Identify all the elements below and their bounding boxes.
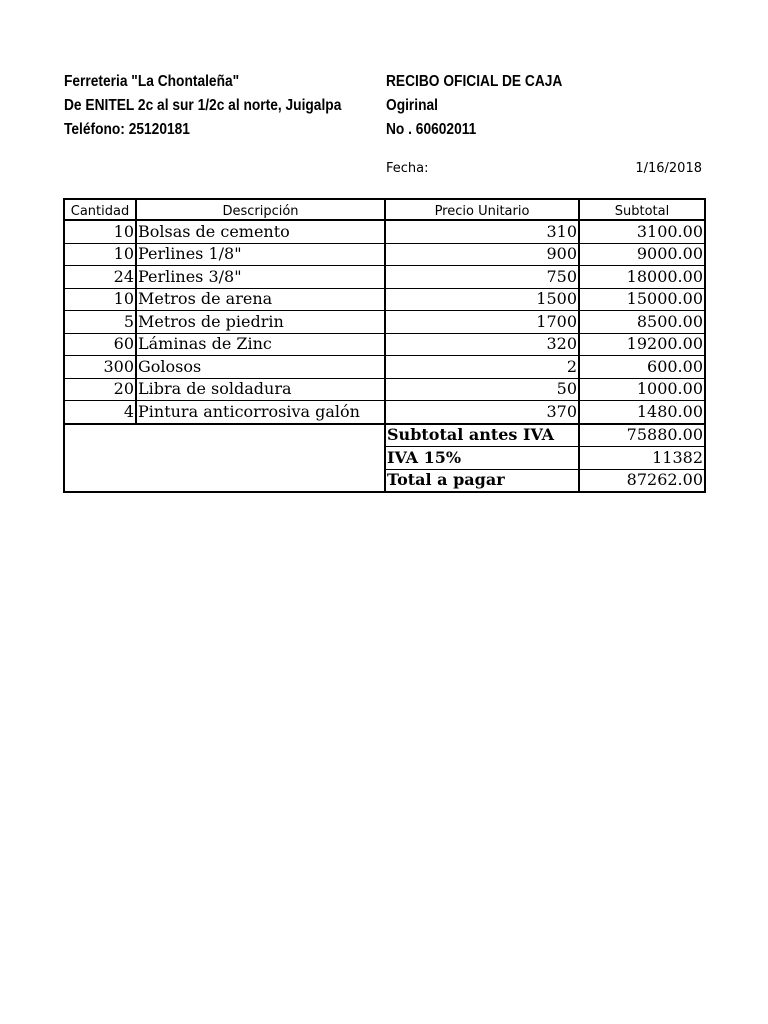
receipt-number: No . 60602011 — [386, 121, 477, 138]
price-cell: 320 — [385, 333, 579, 356]
desc-cell: Metros de piedrin — [136, 311, 385, 334]
subtotal-cell: 1480.00 — [579, 401, 705, 424]
subtotal-cell: 1000.00 — [579, 378, 705, 401]
desc-cell: Perlines 1/8" — [136, 243, 385, 266]
table-row — [64, 220, 705, 243]
subtotal-cell: 18000.00 — [579, 266, 705, 289]
table-row — [64, 311, 705, 334]
subtotal-cell: 15000.00 — [579, 288, 705, 311]
date-value: 1/16/2018 — [635, 161, 702, 176]
price-cell: 1700 — [385, 311, 579, 334]
price-cell: 310 — [385, 220, 579, 243]
items-table — [63, 198, 706, 493]
subtotal-row — [64, 424, 705, 447]
subtotal-cell: 9000.00 — [579, 243, 705, 266]
table-row — [64, 288, 705, 311]
desc-cell: Perlines 3/8" — [136, 266, 385, 289]
price-cell: 2 — [385, 356, 579, 379]
store-name: Ferreteria "La Chontaleña" — [64, 73, 240, 90]
price-cell: 900 — [385, 243, 579, 266]
desc-cell: Bolsas de cemento — [136, 220, 385, 243]
store-address: De ENITEL 2c al sur 1/2c al norte, Juigalpa — [64, 97, 342, 114]
store-info — [64, 70, 341, 142]
subtotal-label: Subtotal antes IVA — [385, 424, 579, 447]
qty-cell: 4 — [64, 401, 136, 424]
subtotal-cell: 8500.00 — [579, 311, 705, 334]
qty-cell: 24 — [64, 266, 136, 289]
table-row — [64, 266, 705, 289]
date-label: Fecha: — [386, 161, 429, 176]
desc-cell: Pintura anticorrosiva galón — [136, 401, 385, 424]
total-label: Total a pagar — [385, 469, 579, 492]
receipt-title: RECIBO OFICIAL DE CAJA — [386, 73, 563, 90]
qty-cell: 5 — [64, 311, 136, 334]
desc-cell: Libra de soldadura — [136, 378, 385, 401]
summary-blank-cell — [64, 424, 385, 493]
store-phone: Teléfono: 25120181 — [64, 121, 190, 138]
price-cell: 50 — [385, 378, 579, 401]
table-header — [64, 199, 705, 220]
qty-cell: 20 — [64, 378, 136, 401]
total-value: 87262.00 — [579, 469, 705, 492]
qty-cell: 300 — [64, 356, 136, 379]
price-cell: 1500 — [385, 288, 579, 311]
table-row — [64, 401, 705, 424]
qty-cell: 10 — [64, 243, 136, 266]
subtotal-cell: 3100.00 — [579, 220, 705, 243]
subtotal-cell: 600.00 — [579, 356, 705, 379]
qty-cell: 10 — [64, 288, 136, 311]
table-row — [64, 378, 705, 401]
table-row — [64, 243, 705, 266]
iva-value: 11382 — [579, 447, 705, 470]
desc-cell: Golosos — [136, 356, 385, 379]
iva-label: IVA 15% — [385, 447, 579, 470]
col-header-precio: Precio Unitario — [385, 199, 579, 220]
receipt-info — [386, 70, 562, 142]
copy-type: Ogirinal — [386, 97, 438, 114]
subtotal-value: 75880.00 — [579, 424, 705, 447]
col-header-subtotal: Subtotal — [579, 199, 705, 220]
col-header-descripcion: Descripción — [136, 199, 385, 220]
desc-cell: Metros de arena — [136, 288, 385, 311]
price-cell: 370 — [385, 401, 579, 424]
subtotal-cell: 19200.00 — [579, 333, 705, 356]
table-row — [64, 333, 705, 356]
qty-cell: 60 — [64, 333, 136, 356]
table-row — [64, 356, 705, 379]
desc-cell: Láminas de Zinc — [136, 333, 385, 356]
price-cell: 750 — [385, 266, 579, 289]
col-header-cantidad: Cantidad — [64, 199, 136, 220]
qty-cell: 10 — [64, 220, 136, 243]
